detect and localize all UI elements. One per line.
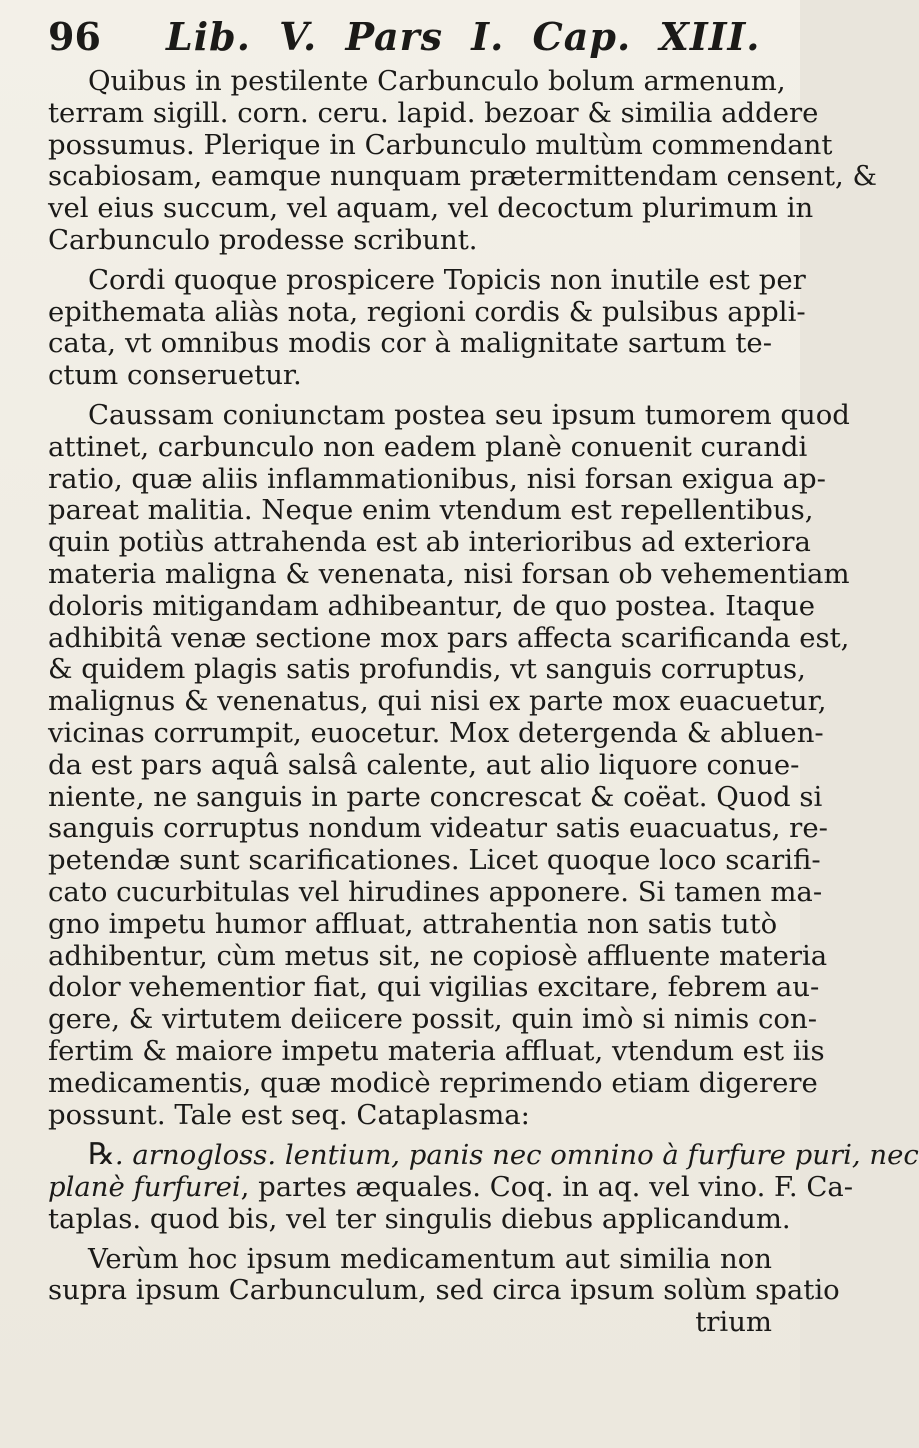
paragraph-1 [48, 65, 878, 257]
paragraph-2 [48, 263, 806, 392]
text-line: doloris mitigandam adhibeantur, de quo postea. Itaque [48, 589, 816, 622]
text-line: terram sigill. corn. ceru. lapid. bezoar & similia addere [48, 96, 819, 129]
text-line: malignus & venenatus, qui nisi ex parte mox euacuetur, [48, 685, 827, 718]
text-line: fertim & maiore impetu materia affluat, vtendum est iis [48, 1034, 825, 1067]
recipe-paragraph [48, 1137, 919, 1235]
text-line: scabiosam, eamque nunquam prætermittendam censent, & [48, 160, 878, 193]
text-line: ratio, quæ aliis inflammationibus, nisi forsan exigua ap- [48, 462, 826, 495]
text-line: gere, & virtutem deiicere possit, quin imò si nimis con- [48, 1003, 817, 1036]
paragraph-5 [48, 1242, 840, 1339]
text-line: Verùm hoc ipsum medicamentum aut similia non [88, 1242, 772, 1275]
text-line: adhibentur, cùm metus sit, ne copiosè affluente materia [48, 939, 828, 972]
text-line: materia maligna & venenata, nisi forsan ob vehementiam [48, 557, 850, 590]
text-line: medicamentis, quæ modicè reprimendo etiam digerere [48, 1066, 818, 1099]
text-line: attinet, carbunculo non eadem planè conuenit curandi [48, 430, 808, 463]
recipe-instructions: , partes æquales. Coq. in aq. vel vino. F. Ca- [240, 1171, 854, 1204]
text-line: Caussam coniunctam postea seu ipsum tumorem quod [88, 398, 850, 431]
text-line: Cordi quoque prospicere Topicis non inutile est per [88, 263, 806, 296]
recipe-line [48, 1171, 854, 1204]
page-header [48, 14, 772, 60]
text-line: possunt. Tale est seq. Cataplasma: [48, 1098, 530, 1131]
recipe-line [48, 1137, 919, 1173]
text-line: vel eius succum, vel aquam, vel decoctum plurimum in [48, 192, 814, 225]
text-line: petendæ sunt scarificationes. Licet quoque loco scarifi- [48, 844, 821, 877]
text-line: niente, ne sanguis in parte concrescat & coëat. Quod si [48, 780, 823, 813]
text-line: quin potiùs attrahenda est ab interioribus ad exteriora [48, 526, 811, 559]
recipe-symbol: ℞ [88, 1137, 115, 1173]
text-line: & quidem plagis satis profundis, vt sanguis corruptus, [48, 653, 806, 686]
recipe-ingredient: planè furfurei [48, 1171, 241, 1204]
text-line: da est pars aquâ salsâ calente, aut alio liquore conue- [48, 748, 800, 781]
text-line: Quibus in pestilente Carbunculo bolum armenum, [88, 65, 786, 97]
page-number: 96 [48, 14, 101, 59]
catchword: trium [695, 1306, 772, 1339]
text-line: gno impetu humor affluat, attrahentia non satis tutò [48, 907, 778, 940]
text-line: possumus. Plerique in Carbunculo multùm commendant [48, 128, 833, 161]
text-line: supra ipsum Carbunculum, sed circa ipsum solùm spatio [48, 1274, 840, 1307]
text-line: Carbunculo prodesse scribunt. [48, 223, 478, 256]
text-line: epithemata aliàs nota, regioni cordis & pulsibus appli- [48, 295, 806, 328]
text-line: vicinas corrumpit, euocetur. Mox detergenda & abluen- [48, 716, 824, 749]
text-line: sanguis corruptus nondum videatur satis euacuatus, re- [48, 812, 828, 845]
text-line: cato cucurbitulas vel hirudines apponere. Si tamen ma- [48, 875, 823, 908]
text-line: pareat malitia. Neque enim vtendum est repellentibus, [48, 494, 814, 527]
text-line: dolor vehementior fiat, qui vigilias excitare, febrem au- [48, 971, 820, 1004]
running-title: Lib. V. Pars I. Cap. XIII. [166, 14, 761, 59]
paragraph-3 [48, 398, 850, 1131]
text-line: cata, vt omnibus modis cor à malignitate sartum te- [48, 327, 772, 360]
text-line: adhibitâ venæ sectione mox pars affecta scarificanda est, [48, 621, 850, 654]
recipe-line: taplas. quod bis, vel ter singulis diebus applicandum. [48, 1202, 791, 1235]
text-line: ctum conseruetur. [48, 359, 302, 392]
recipe-ingredients: . arnogloss. lentium, panis nec omnino à furfure puri, nec [114, 1139, 919, 1172]
